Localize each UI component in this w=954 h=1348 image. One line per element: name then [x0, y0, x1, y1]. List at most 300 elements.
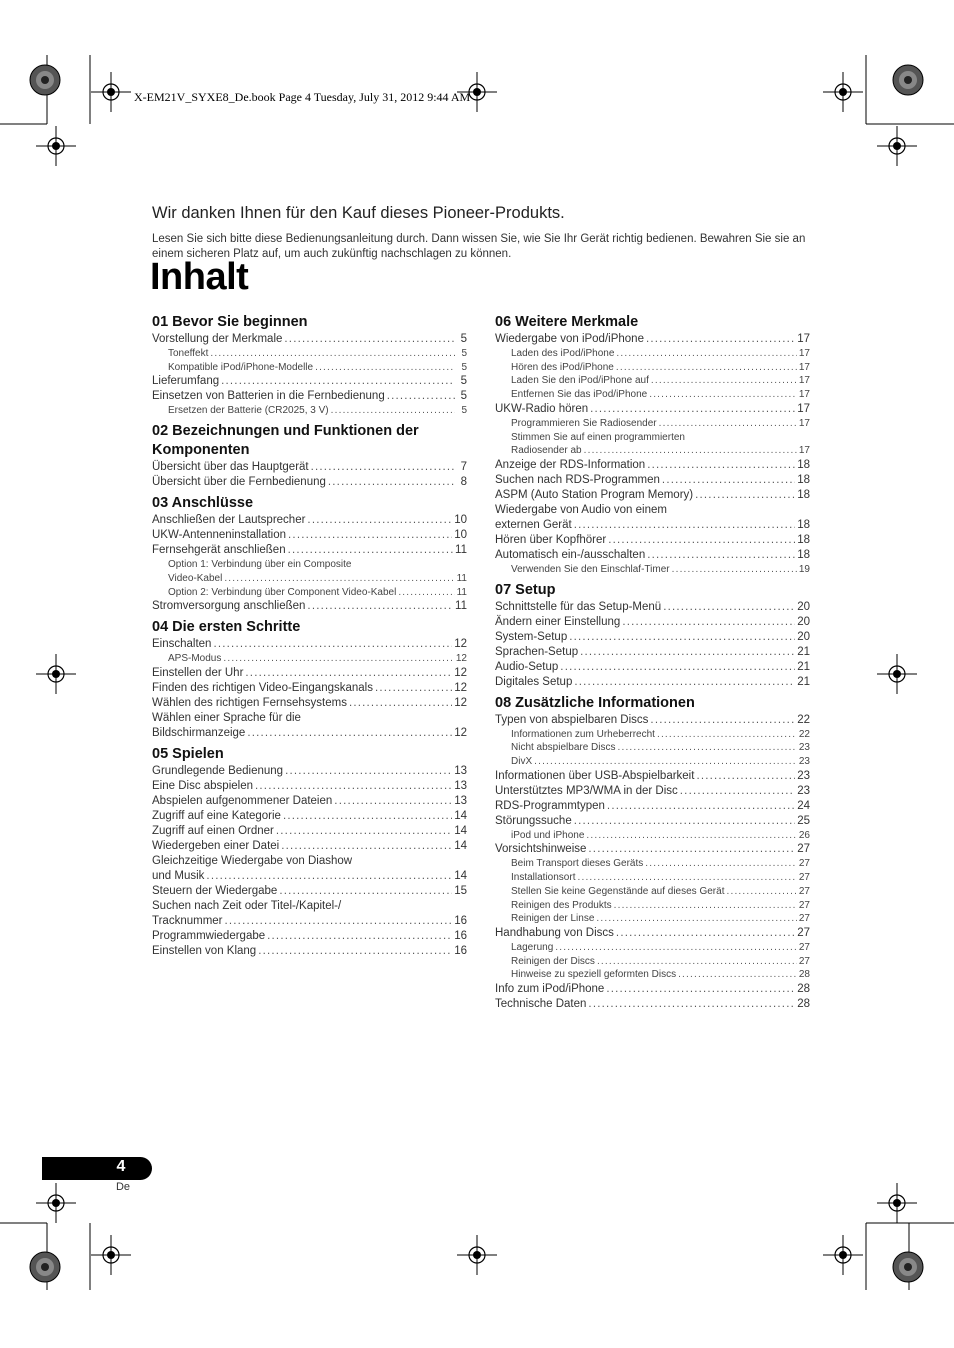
toc-page-number: 18 [797, 473, 810, 486]
page-number-tab [42, 1157, 152, 1180]
toc-entry-label: Option 1: Verbindung über ein Composite [168, 559, 352, 571]
toc-leader-dots [398, 586, 454, 600]
toc-entry-label: Option 2: Verbindung über Component Video-Kabel [168, 586, 397, 598]
toc-leader-dots [555, 941, 797, 955]
toc-subentry[interactable] [152, 586, 467, 600]
toc-leader-dots [622, 615, 795, 630]
toc-subentry[interactable] [495, 857, 810, 871]
toc-entry-label: Wiedergabe von Audio von einem [495, 503, 667, 516]
toc-entry-label: ASPM (Auto Station Program Memory) [495, 488, 694, 501]
toc-page-number: 13 [454, 764, 467, 777]
toc-section-title: 05 Spielen [152, 745, 224, 762]
toc-entry[interactable] [152, 869, 467, 884]
toc-subentry[interactable] [495, 431, 810, 445]
toc-page-number: 18 [797, 518, 810, 531]
toc-page-number: 5 [461, 405, 467, 417]
toc-page-number: 5 [461, 361, 467, 373]
toc-page-number: 10 [454, 514, 467, 527]
toc-page-number: 12 [454, 666, 467, 679]
toc-leader-dots [258, 944, 452, 959]
toc-entry-label: Fernsehgerät anschließen [152, 544, 286, 557]
toc-leader-dots [213, 637, 452, 652]
toc-entry-label: Hinweise zu speziell geformten Discs [511, 969, 677, 981]
toc-entry-label: Bildschirmanzeige [152, 726, 246, 739]
toc-leader-dots [678, 968, 797, 982]
toc-entry[interactable] [152, 764, 467, 779]
toc-page-number: 28 [798, 969, 810, 981]
toc-entry-label: Wählen einer Sprache für die [152, 711, 301, 724]
toc-leader-dots [331, 404, 455, 418]
toc-subentry[interactable] [495, 829, 810, 843]
toc-leader-dots [590, 402, 795, 417]
toc-leader-dots [315, 361, 455, 375]
toc-leader-dots [284, 332, 455, 347]
toc-entry[interactable] [152, 824, 467, 839]
toc-page-number: 21 [797, 645, 810, 658]
toc-subentry[interactable] [495, 755, 810, 769]
toc-entry[interactable] [495, 473, 810, 488]
toc-entry[interactable] [152, 374, 467, 389]
toc-leader-dots [680, 784, 795, 799]
toc-entry-label: Einschalten [152, 638, 212, 651]
toc-entry-label: Grundlegende Bedienung [152, 764, 284, 777]
toc-entry[interactable] [495, 600, 810, 615]
toc-page-number: 27 [798, 955, 810, 967]
toc-page-number: 11 [456, 586, 467, 598]
toc-leader-dots [607, 799, 795, 814]
toc-entry[interactable] [495, 982, 810, 997]
toc-leader-dots [574, 518, 795, 533]
toc-leader-dots [651, 374, 797, 388]
toc-leader-dots [597, 955, 797, 969]
toc-entry-label: Anschließen der Lautsprecher [152, 514, 306, 527]
toc-page-number: 20 [797, 615, 810, 628]
toc-leader-dots [223, 652, 454, 666]
toc-page-number: 27 [798, 913, 810, 925]
toc-page-number: 17 [798, 375, 810, 387]
toc-page-number: 7 [460, 461, 467, 474]
toc-entry-label: Wiedergabe von iPod/iPhone [495, 333, 644, 345]
toc-page-number: 14 [454, 824, 467, 837]
toc-leader-dots [659, 417, 797, 431]
toc-entry-label: Einstellen von Klang [152, 944, 257, 957]
toc-subentry[interactable] [495, 955, 810, 969]
toc-entry-label: RDS-Programmtypen [495, 799, 605, 812]
toc-page-number: 20 [797, 600, 810, 613]
toc-leader-dots [534, 755, 797, 769]
toc-entry[interactable] [495, 645, 810, 660]
toc-page-number: 17 [797, 333, 810, 345]
toc-entry-label: Handhabung von Discs [495, 926, 614, 939]
toc-page-number: 17 [797, 402, 810, 415]
toc-page-number: 23 [797, 769, 810, 782]
toc-entry[interactable] [495, 660, 810, 675]
toc-page-number: 25 [797, 814, 810, 827]
toc-section-title: 07 Setup [495, 581, 556, 598]
toc-entry[interactable] [152, 779, 467, 794]
toc-entry-label: Stellen Sie keine Gegenstände auf dieses Gerät [511, 885, 725, 897]
toc-leader-dots [606, 982, 795, 997]
toc-entry-label: iPod und iPhone [511, 829, 585, 841]
toc-entry-label: Lieferumfang [152, 375, 220, 388]
intro-text: Lesen Sie sich bitte diese Bedienungsanleitung durch. Dann wissen Sie, wie Sie Ihr Gerät richtig bedienen. Bewahren Sie sie an einem sicheren Platz auf, um auch zukünftig nachschlagen zu können. [152, 233, 806, 260]
toc-section [152, 745, 467, 959]
toc-leader-dots [647, 458, 795, 473]
toc-entry[interactable] [152, 460, 467, 475]
toc-entry[interactable] [495, 615, 810, 630]
toc-section [495, 581, 810, 690]
toc-entry[interactable] [495, 503, 810, 518]
toc-subentry[interactable] [495, 347, 810, 361]
toc-entry-label: Hören des iPod/iPhone [511, 361, 614, 373]
toc-entry-label: Hören über Kopfhörer [495, 533, 607, 546]
toc-leader-dots [334, 794, 452, 809]
toc-page-number: 18 [797, 458, 810, 471]
toc-leader-dots [375, 681, 452, 696]
toc-subentry[interactable] [495, 417, 810, 431]
toc-entry[interactable] [152, 944, 467, 959]
toc-page-number: 27 [798, 872, 810, 884]
toc-leader-dots [307, 599, 453, 614]
toc-entry[interactable] [495, 814, 810, 829]
toc-page-number: 5 [460, 390, 467, 403]
toc-subentry[interactable] [152, 361, 467, 375]
toc-leader-dots [616, 926, 795, 941]
toc-page-number: 11 [456, 572, 467, 584]
toc-page-number: 11 [455, 600, 467, 613]
toc-subentry[interactable] [495, 912, 810, 926]
toc-entry[interactable] [152, 794, 467, 809]
toc-subentry[interactable] [495, 361, 810, 375]
toc-page-number: 27 [797, 843, 810, 856]
toc-leader-dots [588, 997, 795, 1012]
book-header-line: X-EM21V_SYXE8_De.book Page 4 Tuesday, July 31, 2012 9:44 AM [134, 90, 471, 104]
toc-leader-dots [695, 488, 795, 503]
toc-column-left [152, 313, 467, 959]
toc-page-number: 12 [454, 681, 467, 694]
toc-section [152, 422, 467, 490]
toc-column-right [495, 313, 810, 1012]
toc-entry[interactable] [152, 929, 467, 944]
toc-page-number: 21 [797, 675, 810, 688]
toc-subentry[interactable] [495, 941, 810, 955]
language-code: De [115, 1181, 131, 1193]
toc-entry[interactable] [152, 854, 467, 869]
toc-section-title: 08 Zusätzliche Informationen [495, 694, 695, 711]
toc-page-number: 23 [798, 742, 810, 754]
toc-entry[interactable] [152, 914, 467, 929]
toc-leader-dots [596, 912, 796, 926]
toc-leader-dots [285, 764, 452, 779]
toc-leader-dots [288, 543, 453, 558]
toc-entry-label: UKW-Antenneninstallation [152, 529, 287, 542]
toc-leader-dots [650, 713, 795, 728]
toc-page-number: 23 [798, 756, 810, 768]
toc-entry-label: Entfernen Sie das iPod/iPhone [511, 389, 648, 401]
toc-entry-label: Automatisch ein-/ausschalten [495, 548, 646, 561]
toc-subentry[interactable] [152, 404, 467, 418]
toc-leader-dots [662, 473, 795, 488]
toc-page-number: 5 [460, 333, 467, 345]
toc-entry[interactable] [152, 726, 467, 741]
toc-entry-label: Störungssuche [495, 814, 572, 827]
toc-subentry[interactable] [152, 347, 467, 361]
toc-page-number: 27 [798, 858, 810, 870]
toc-subentry[interactable] [495, 728, 810, 742]
toc-subentry[interactable] [495, 374, 810, 388]
toc-entry-label: Steuern der Wiedergabe [152, 884, 278, 897]
toc-leader-dots [279, 884, 452, 899]
toc-leader-dots [224, 572, 454, 586]
toc-page-number: 19 [798, 563, 810, 575]
toc-leader-dots [307, 513, 452, 528]
toc-entry-label: Suchen nach RDS-Programmen [495, 473, 660, 486]
toc-subentry[interactable] [495, 444, 810, 458]
toc-entry[interactable] [152, 389, 467, 404]
toc-entry-label: Schnittstelle für das Setup-Menü [495, 600, 662, 613]
toc-entry[interactable] [495, 784, 810, 799]
toc-subentry[interactable] [495, 871, 810, 885]
toc-page-number: 12 [454, 696, 467, 709]
toc-entry[interactable] [495, 713, 810, 728]
toc-entry[interactable] [152, 599, 467, 614]
toc-entry[interactable] [495, 675, 810, 690]
toc-leader-dots [580, 645, 795, 660]
toc-page-number: 18 [797, 533, 810, 546]
toc-leader-dots [276, 824, 452, 839]
toc-entry[interactable] [152, 899, 467, 914]
toc-subentry[interactable] [495, 885, 810, 899]
toc-subentry[interactable] [152, 572, 467, 586]
toc-entry[interactable] [152, 809, 467, 824]
toc-section [152, 313, 467, 418]
toc-leader-dots [569, 630, 795, 645]
toc-leader-dots [726, 885, 796, 899]
toc-leader-dots [616, 361, 797, 375]
toc-leader-dots [221, 374, 455, 389]
toc-leader-dots [245, 666, 452, 681]
toc-entry-label: Zugriff auf einen Ordner [152, 824, 274, 837]
toc-leader-dots [608, 533, 795, 548]
toc-entry-label: Nicht abspielbare Discs [511, 742, 616, 754]
toc-leader-dots [645, 857, 797, 871]
toc-leader-dots [584, 444, 797, 458]
toc-entry-label: Informationen über USB-Abspielbarkeit [495, 769, 695, 782]
toc-page-number: 8 [460, 476, 467, 489]
toc-subentry[interactable] [495, 563, 810, 577]
toc-page-number: 24 [797, 799, 810, 812]
toc-entry-label: Laden Sie den iPod/iPhone auf [511, 375, 649, 387]
toc-entry[interactable] [495, 799, 810, 814]
toc-page-number: 17 [798, 417, 810, 429]
page-title: Inhalt [150, 256, 249, 298]
toc-leader-dots [586, 829, 796, 843]
toc-page-number: 16 [454, 944, 467, 957]
toc-leader-dots [387, 389, 455, 404]
toc-entry-label: Abspielen aufgenommener Dateien [152, 794, 333, 807]
toc-entry-label: Reinigen der Discs [511, 955, 595, 967]
toc-entry[interactable] [495, 518, 810, 533]
toc-leader-dots [349, 696, 452, 711]
toc-page-number: 18 [797, 488, 810, 501]
toc-entry-label: Vorstellung der Merkmale [152, 333, 283, 345]
toc-entry-label: Video-Kabel [168, 572, 223, 584]
toc-leader-dots [574, 675, 795, 690]
toc-page-number: 16 [454, 914, 467, 927]
toc-entry[interactable] [495, 402, 810, 417]
toc-entry[interactable] [152, 666, 467, 681]
toc-leader-dots [225, 914, 453, 929]
toc-entry[interactable] [152, 711, 467, 726]
toc-entry[interactable] [495, 842, 810, 857]
toc-entry-label: Unterstütztes MP3/WMA in der Disc [495, 784, 678, 797]
toc-leader-dots [210, 347, 455, 361]
toc-page-number: 5 [461, 348, 467, 359]
toc-entry[interactable] [152, 681, 467, 696]
toc-entry-label: Digitales Setup [495, 675, 573, 688]
toc-entry-label: Laden des iPod/iPhone [511, 348, 615, 359]
toc-leader-dots [588, 842, 795, 857]
toc-entry-label: Informationen zum Urheberrecht [511, 728, 655, 740]
toc-entry[interactable] [495, 769, 810, 784]
toc-entry-label: Info zum iPod/iPhone [495, 983, 605, 996]
toc-entry-label: DivX [511, 756, 533, 768]
toc-entry[interactable] [152, 637, 467, 652]
toc-entry[interactable] [495, 332, 810, 347]
toc-page-number: 11 [455, 544, 467, 557]
toc-section [495, 313, 810, 577]
toc-leader-dots [267, 929, 452, 944]
toc-entry[interactable] [495, 630, 810, 645]
toc-entry-label: Suchen nach Zeit oder Titel-/Kapitel-/ [152, 899, 342, 912]
toc-entry[interactable] [495, 548, 810, 563]
toc-page-number: 14 [454, 839, 467, 852]
toc-leader-dots [649, 388, 797, 402]
toc-leader-dots [283, 809, 452, 824]
toc-leader-dots [255, 779, 452, 794]
toc-page-number: 28 [797, 998, 810, 1011]
toc-section-title: 04 Die ersten Schritte [152, 619, 301, 636]
toc-page-number: 13 [454, 794, 467, 807]
toc-page-number: 27 [798, 941, 810, 953]
toc-page-number: 22 [798, 728, 810, 740]
toc-leader-dots [614, 899, 797, 913]
toc-leader-dots [281, 839, 452, 854]
toc-entry-label: Anzeige der RDS-Information [495, 458, 646, 471]
toc-subentry[interactable] [495, 899, 810, 913]
toc-entry[interactable] [152, 839, 467, 854]
toc-page-number: 27 [798, 899, 810, 911]
toc-entry-label: Reinigen der Linse [511, 913, 595, 925]
toc-entry-label: Stromversorgung anschließen [152, 600, 306, 613]
toc-page-number: 12 [454, 726, 467, 739]
toc-subentry[interactable] [152, 652, 467, 666]
toc-section-title: 03 Anschlüsse [152, 495, 254, 512]
toc-leader-dots [311, 460, 455, 475]
toc-page-number: 23 [797, 784, 810, 797]
toc-entry-label: Kompatible iPod/iPhone-Modelle [168, 361, 314, 373]
toc-entry-label: Typen von abspielbaren Discs [495, 713, 649, 726]
toc-subentry[interactable] [495, 968, 810, 982]
toc-leader-dots [672, 563, 797, 577]
toc-section [152, 618, 467, 741]
toc-page-number: 13 [454, 779, 467, 792]
toc-entry-label: Toneffekt [168, 348, 209, 359]
toc-page-number: 21 [797, 660, 810, 673]
toc-entry-label: Einsetzen von Batterien in die Fernbedienung [152, 390, 385, 403]
toc-entry-label: und Musik [152, 869, 205, 882]
toc-entry-label: Programmwiedergabe [152, 929, 266, 942]
toc-leader-dots [646, 332, 795, 347]
toc-page-number: 5 [460, 375, 467, 388]
toc-section-title: 06 Weitere Merkmale [495, 314, 639, 330]
toc-entry-label: APS-Modus [168, 653, 222, 665]
toc-entry-label: Eine Disc abspielen [152, 779, 254, 792]
toc-subentry[interactable] [495, 741, 810, 755]
toc-leader-dots [206, 869, 452, 884]
toc-entry-label: Verwenden Sie den Einschlaf-Timer [511, 563, 670, 575]
toc-page-number: 28 [797, 983, 810, 996]
toc-entry[interactable] [152, 332, 467, 347]
toc-page-number: 17 [798, 445, 810, 457]
toc-entry[interactable] [152, 696, 467, 711]
toc-section-title: 01 Bevor Sie beginnen [152, 314, 308, 330]
toc-entry-label: Übersicht über die Fernbedienung [152, 476, 326, 489]
toc-leader-dots [328, 475, 455, 490]
toc-leader-dots [577, 871, 796, 885]
toc-entry[interactable] [495, 997, 810, 1012]
toc-section-title: 02 Bezeichnungen und Funktionen der Komponenten [152, 423, 419, 459]
toc-entry-label: Einstellen der Uhr [152, 666, 244, 679]
toc-page-number: 26 [798, 829, 810, 841]
toc-subentry[interactable] [495, 388, 810, 402]
toc-entry-label: Wiedergeben einer Datei [152, 839, 280, 852]
toc-page-number: 22 [797, 713, 810, 726]
toc-entry-label: Installationsort [511, 872, 576, 884]
page-number: 4 [116, 1158, 126, 1175]
toc-entry[interactable] [152, 528, 467, 543]
toc-entry[interactable] [495, 533, 810, 548]
toc-page-number: 20 [797, 630, 810, 643]
toc-entry-label: Wählen des richtigen Fernsehsystems [152, 696, 347, 709]
toc-leader-dots [696, 769, 795, 784]
toc-entry[interactable] [495, 488, 810, 503]
toc-entry[interactable] [152, 475, 467, 490]
toc-entry-label: Zugriff auf eine Kategorie [152, 809, 281, 822]
toc-subentry[interactable] [152, 558, 467, 572]
toc-entry[interactable] [152, 543, 467, 558]
toc-page-number: 12 [454, 638, 467, 651]
toc-entry[interactable] [152, 513, 467, 528]
toc-entry[interactable] [152, 884, 467, 899]
toc-entry-label: Gleichzeitige Wiedergabe von Diashow [152, 854, 353, 867]
toc-page-number: 12 [455, 653, 467, 665]
toc-leader-dots [288, 528, 452, 543]
toc-leader-dots [247, 726, 452, 741]
intro-title: Wir danken Ihnen für den Kauf dieses Pioneer-Produkts. [152, 204, 565, 222]
toc-section [495, 694, 810, 1012]
toc-leader-dots [647, 548, 795, 563]
toc-entry-label: Programmieren Sie Radiosender [511, 417, 657, 429]
toc-page-number: 18 [797, 548, 810, 561]
toc-page-number: 17 [798, 389, 810, 401]
toc-entry-label: System-Setup [495, 630, 568, 643]
toc-entry[interactable] [495, 458, 810, 473]
toc-leader-dots [618, 741, 797, 755]
toc-entry[interactable] [495, 926, 810, 941]
toc-entry-label: UKW-Radio hören [495, 402, 589, 415]
toc-page-number: 27 [797, 926, 810, 939]
